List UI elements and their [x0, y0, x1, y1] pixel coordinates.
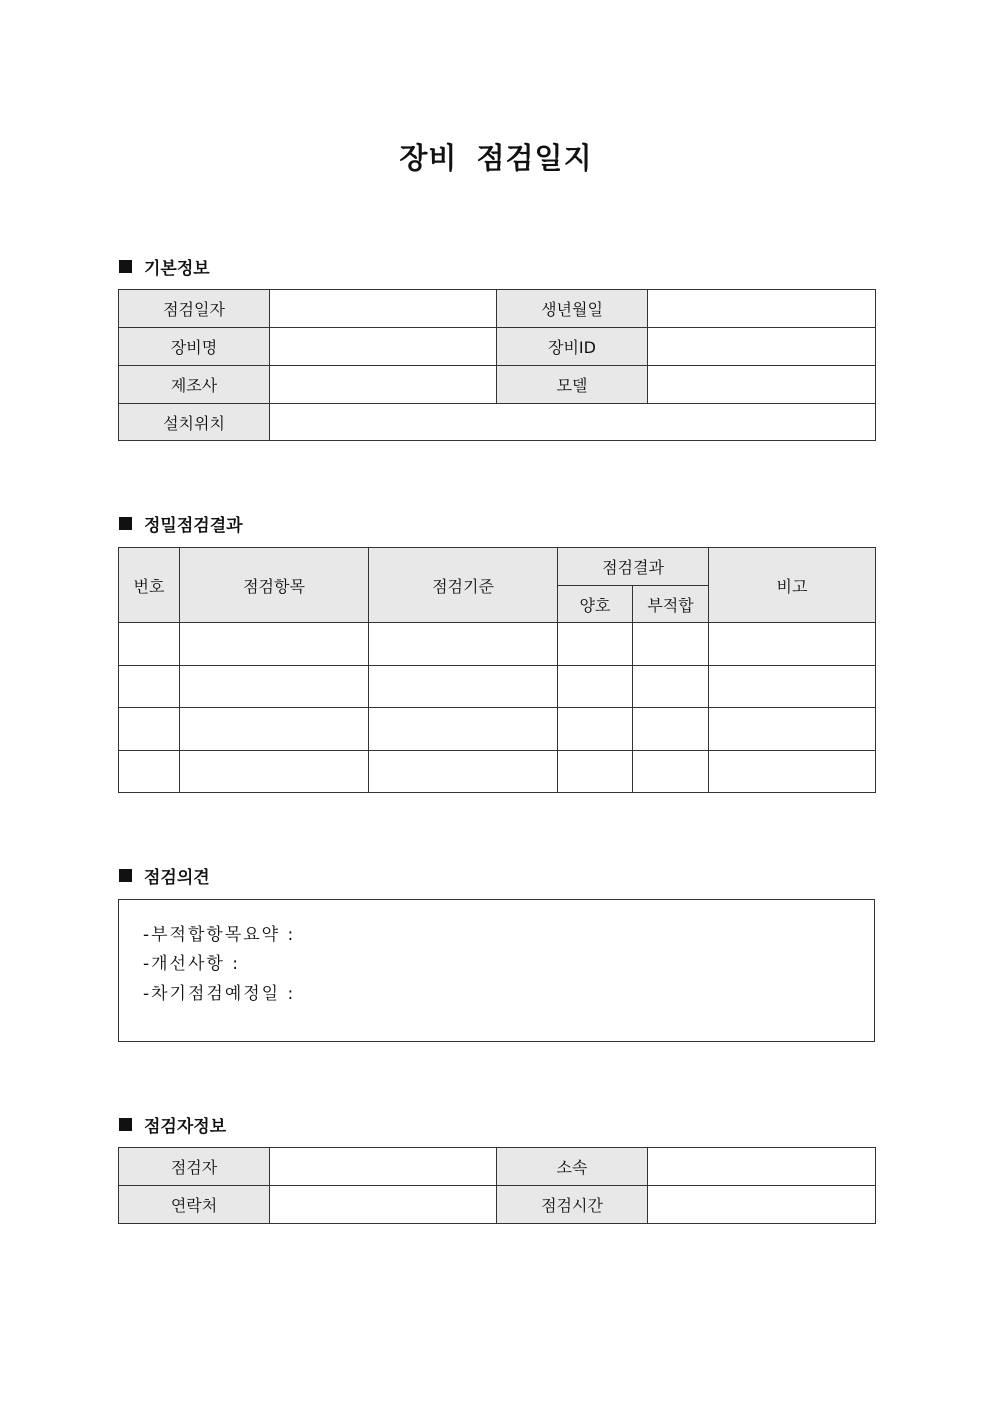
cell-item[interactable]	[180, 708, 369, 751]
square-bullet-icon	[119, 869, 132, 882]
square-bullet-icon	[119, 517, 132, 530]
section-heading-opinion	[119, 863, 210, 888]
input-install-location[interactable]	[270, 404, 876, 441]
header-good: 양호	[558, 586, 633, 623]
cell-good[interactable]	[558, 708, 633, 751]
square-bullet-icon	[119, 260, 132, 273]
cell-nonconforming[interactable]	[633, 751, 709, 793]
cell-good[interactable]	[558, 666, 633, 708]
label-equipment-name: 장비명	[119, 328, 270, 366]
basic-info-table	[118, 289, 876, 441]
table-row	[119, 666, 876, 708]
cell-nonconforming[interactable]	[633, 708, 709, 751]
cell-remark[interactable]	[709, 623, 876, 666]
table-row	[119, 751, 876, 793]
label-model: 모델	[497, 366, 648, 404]
square-bullet-icon	[119, 1118, 132, 1131]
input-affiliation[interactable]	[648, 1148, 876, 1186]
section-heading-basic	[119, 254, 210, 279]
page-title: 장비 점검일지	[399, 141, 593, 175]
header-remark: 비고	[709, 548, 876, 623]
input-manufacturer[interactable]	[270, 366, 497, 404]
opinion-nonconforming-summary: -부적합항목요약 :	[143, 925, 296, 945]
table-row	[119, 708, 876, 751]
header-criteria: 점검기준	[369, 548, 558, 623]
detail-result-table	[118, 547, 876, 793]
cell-item[interactable]	[180, 666, 369, 708]
cell-number[interactable]	[119, 623, 180, 666]
section-title: 점검의견	[144, 868, 210, 888]
label-contact: 연락처	[119, 1186, 270, 1224]
cell-good[interactable]	[558, 751, 633, 793]
cell-number[interactable]	[119, 751, 180, 793]
section-title: 점검자정보	[144, 1117, 227, 1137]
label-birth-date: 생년월일	[497, 290, 648, 328]
cell-remark[interactable]	[709, 708, 876, 751]
input-birth-date[interactable]	[648, 290, 876, 328]
label-install-location: 설치위치	[119, 404, 270, 441]
cell-remark[interactable]	[709, 751, 876, 793]
cell-criteria[interactable]	[369, 751, 558, 793]
header-number: 번호	[119, 548, 180, 623]
input-contact[interactable]	[270, 1186, 497, 1224]
cell-criteria[interactable]	[369, 623, 558, 666]
cell-number[interactable]	[119, 666, 180, 708]
label-equipment-id: 장비ID	[497, 328, 648, 366]
cell-criteria[interactable]	[369, 666, 558, 708]
cell-item[interactable]	[180, 623, 369, 666]
table-row	[119, 623, 876, 666]
opinion-box[interactable]	[118, 899, 875, 1042]
header-result: 점검결과	[558, 548, 709, 586]
cell-number[interactable]	[119, 708, 180, 751]
input-inspector[interactable]	[270, 1148, 497, 1186]
input-equipment-id[interactable]	[648, 328, 876, 366]
header-item: 점검항목	[180, 548, 369, 623]
label-inspection-date: 점검일자	[119, 290, 270, 328]
label-inspector: 점검자	[119, 1148, 270, 1186]
opinion-next-inspection-date: -차기점검예정일 :	[143, 984, 296, 1004]
input-model[interactable]	[648, 366, 876, 404]
cell-item[interactable]	[180, 751, 369, 793]
label-manufacturer: 제조사	[119, 366, 270, 404]
header-nonconforming: 부적합	[633, 586, 709, 623]
cell-good[interactable]	[558, 623, 633, 666]
label-affiliation: 소속	[497, 1148, 648, 1186]
cell-nonconforming[interactable]	[633, 666, 709, 708]
inspector-info-table	[118, 1147, 876, 1224]
input-inspection-date[interactable]	[270, 290, 497, 328]
section-title: 기본정보	[144, 259, 210, 279]
section-title: 정밀점검결과	[144, 516, 243, 536]
section-heading-detail	[119, 511, 243, 536]
input-equipment-name[interactable]	[270, 328, 497, 366]
opinion-improvements: -개선사항 :	[143, 954, 240, 974]
cell-nonconforming[interactable]	[633, 623, 709, 666]
input-inspection-time[interactable]	[648, 1186, 876, 1224]
label-inspection-time: 점검시간	[497, 1186, 648, 1224]
section-heading-inspector	[119, 1112, 226, 1137]
cell-remark[interactable]	[709, 666, 876, 708]
cell-criteria[interactable]	[369, 708, 558, 751]
